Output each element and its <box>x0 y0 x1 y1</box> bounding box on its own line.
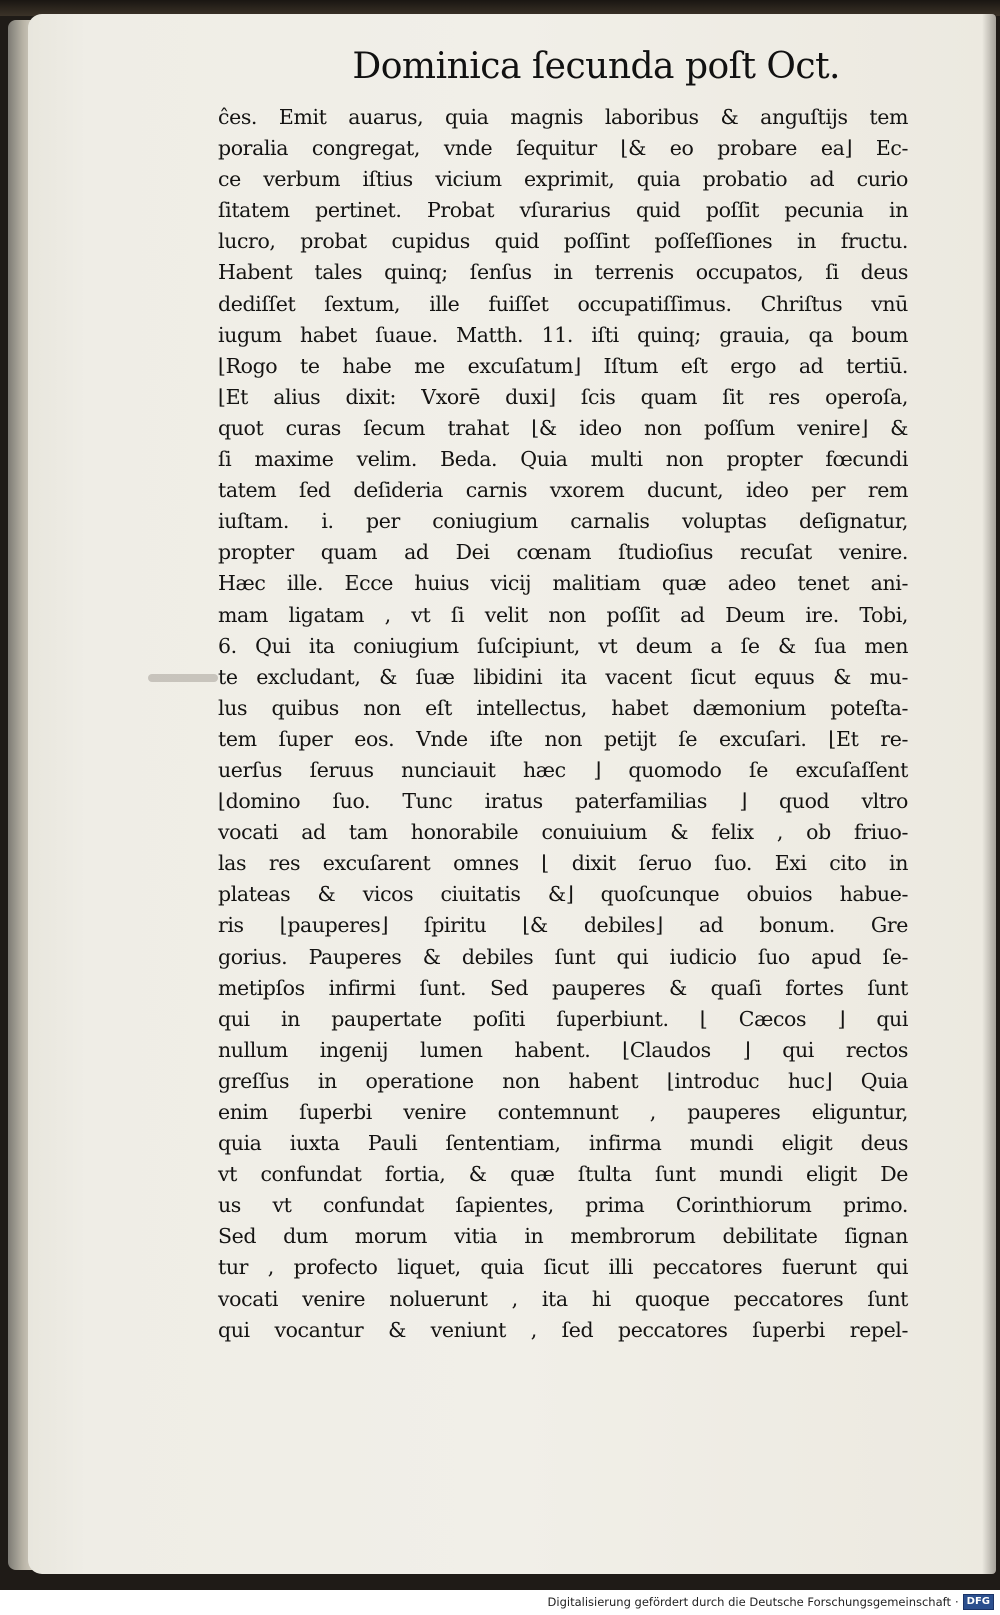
text-line: metipſos infirmi ſunt. Sed pauperes & quaſi fortes ſunt <box>218 975 908 1000</box>
text-line: Habent tales quinq; ſenſus in terrenis occupatos, ſi deus <box>218 260 908 285</box>
text-line: ⌊domino ſuo. Tunc iratus paterfamilias ⌋ quod vltro <box>218 789 908 814</box>
text-line: ĉes. Emit auarus, quia magnis laboribus & anguſtijs tem <box>218 105 908 129</box>
text-line: 6. Qui ita coniugium ſuſcipiunt, vt deum a ſe & ſua men <box>218 633 908 658</box>
text-line: ce verbum iſtius vicium exprimit, quia probatio ad curio <box>218 167 908 192</box>
text-line: nullum ingenij lumen habent. ⌊Claudos ⌋ qui rectos <box>218 1037 908 1062</box>
text-line: vt confundat fortia, & quæ ſtulta ſunt mundi eligit De <box>218 1162 908 1187</box>
text-line: las res excuſarent omnes ⌊ dixit ſeruo ſuo. Exi cito in <box>218 851 908 876</box>
text-line: gorius. Pauperes & debiles ſunt qui iudicio ſuo apud ſe- <box>218 944 908 969</box>
page-smudge <box>148 674 218 682</box>
text-line: mam ligatam , vt ſi velit non poſſit ad Deum ire. Tobi, <box>218 602 908 627</box>
text-line: us vt confundat ſapientes, prima Corinthiorum primo. <box>218 1193 908 1218</box>
text-line: plateas & vicos ciuitatis &⌋ quoſcunque obuios habue- <box>218 882 908 907</box>
text-line: uerſus ſeruus nunciauit hæc ⌋ quomodo ſe excuſaſſent <box>218 757 908 782</box>
text-line: enim ſuperbi venire contemnunt , pauperes eliguntur, <box>218 1100 908 1124</box>
text-line: tem ſuper eos. Vnde iſte non petijt ſe excuſari. ⌊Et re- <box>218 726 908 751</box>
running-header: Dominica ſecunda poſt Oct. <box>352 46 840 87</box>
text-line: iuſtam. i. per coniugium carnalis voluptas deſignatur, <box>218 509 908 534</box>
text-line: vocati venire noluerunt , ita hi quoque peccatores ſunt <box>218 1286 908 1311</box>
page-shadow <box>982 14 996 1574</box>
text-line: iugum habet ſuaue. Matth. 11. iſti quinq; grauia, qa boum <box>218 322 908 347</box>
text-line: qui in paupertate poſiti ſuperbiunt. ⌊ Cæcos ⌋ qui <box>218 1006 908 1031</box>
text-line: propter quam ad Dei cœnam ſtudioſius recuſat venire. <box>218 540 908 565</box>
text-line: ⌊Rogo te habe me excuſatum⌋ Iſtum eſt ergo ad tertiū. <box>218 353 908 378</box>
text-line: Hæc ille. Ecce huius vicij malitiam quæ adeo tenet ani- <box>218 571 908 596</box>
text-line: Sed dum morum vitia in membrorum debilitate ſignan <box>218 1224 908 1249</box>
text-line: lus quibus non eſt intellectus, habet dæmonium poteſta- <box>218 695 908 720</box>
funding-text: Digitalisierung gefördert durch die Deutsche Forschungsgemeinschaft <box>547 1595 951 1609</box>
text-line: tur , profecto liquet, quia ſicut illi peccatores fuerunt qui <box>218 1255 908 1280</box>
text-line: greſſus in operatione non habent ⌊introduc huc⌋ Quia <box>218 1068 908 1093</box>
text-line: quot curas ſecum trahat ⌊& ideo non poſſum venire⌋ & <box>218 415 908 440</box>
body-text <box>218 102 908 1346</box>
text-line: vocati ad tam honorabile conuiuium & felix , ob friuo- <box>218 820 908 845</box>
text-line: poralia congregat, vnde ſequitur ⌊& eo probare ea⌋ Ec- <box>218 136 908 161</box>
text-line: qui vocantur & veniunt , ſed peccatores ſuperbi repel- <box>218 1317 908 1342</box>
text-line: ris ⌊pauperes⌋ ſpiritu ⌊& debiles⌋ ad bonum. Gre <box>218 913 908 938</box>
text-line: ⌊Et alius dixit: Vxorē duxi⌋ ſcis quam ſit res operoſa, <box>218 384 908 409</box>
text-line: quia iuxta Pauli ſententiam, infirma mundi eligit deus <box>218 1131 908 1156</box>
text-line: ſitatem pertinet. Probat vſurarius quid poſſit pecunia in <box>218 198 908 223</box>
text-line: te excludant, & ſuæ libidini ita vacent ſicut equus & mu- <box>218 664 908 689</box>
text-line: dediſſet ſextum, ille fuiſſet occupatiſſimus. Chriſtus vnū <box>218 291 908 316</box>
text-line: ſi maxime velim. Beda. Quia multi non propter fœcundi <box>218 447 908 472</box>
text-line: tatem ſed deſideria carnis vxorem ducunt, ideo per rem <box>218 478 908 503</box>
text-line: lucro, probat cupidus quid poſſint poſſeſſiones in fructu. <box>218 229 908 254</box>
digitization-credit: Digitalisierung gefördert durch die Deutsche Forschungsgemeinschaft · DFG <box>548 1591 994 1613</box>
dfg-logo: DFG <box>963 1594 994 1610</box>
